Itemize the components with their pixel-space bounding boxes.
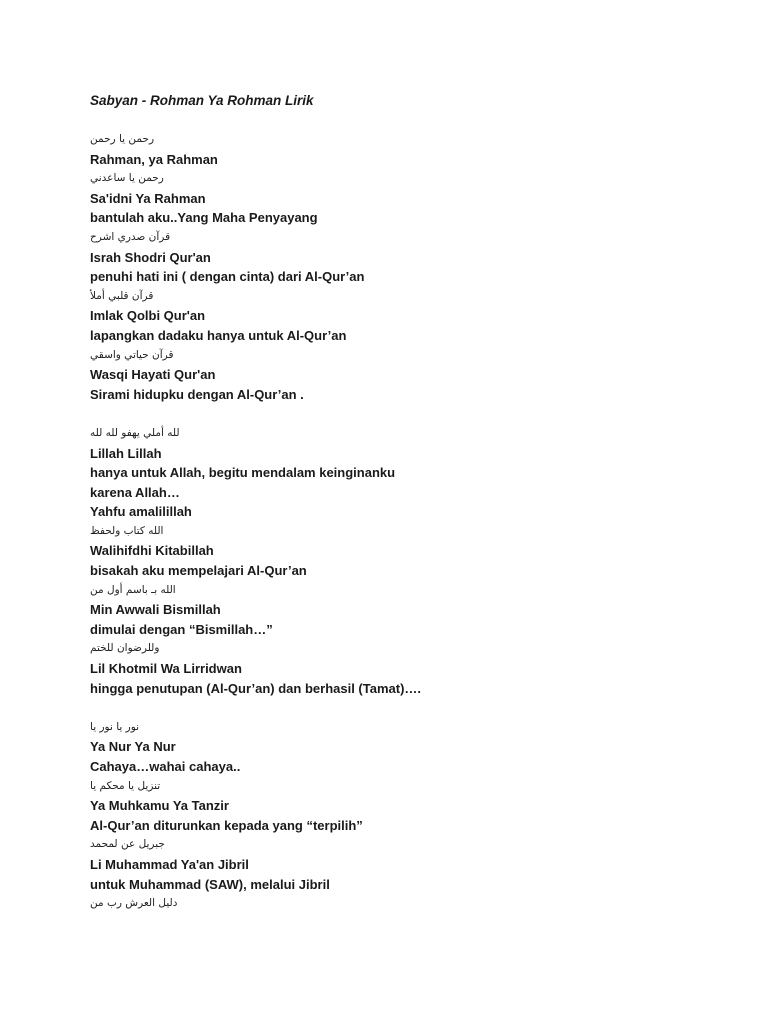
lyric-line: Sirami hidupku dengan Al-Qur’an . xyxy=(90,386,304,402)
lyric-line: hanya untuk Allah, begitu mendalam keinginanku xyxy=(90,465,396,481)
lyric-line: Ya Nur Ya Nur xyxy=(90,739,176,755)
lyric-line: Lillah Lillah xyxy=(90,445,162,461)
lyric-line: bantulah aku..Yang Maha Penyayang xyxy=(90,210,318,226)
lyric-line: Wasqi Hayati Qur'an xyxy=(90,367,216,383)
lyric-line: Rahman, ya Rahman xyxy=(90,151,218,167)
arabic-lyric-line: قرآن حياتي واسقي xyxy=(90,348,174,361)
lyric-line: lapangkan dadaku hanya untuk Al-Qur’an xyxy=(90,327,347,343)
stanza-gap xyxy=(90,404,690,424)
lyric-line: Lil Khotmil Wa Lirridwan xyxy=(90,661,242,677)
lyric-line: Sa'idni Ya Rahman xyxy=(90,190,206,206)
lyric-line: Imlak Qolbi Qur'an xyxy=(90,308,206,324)
arabic-lyric-line: قرآن صدري اشرح xyxy=(90,230,171,243)
lyric-line: penuhi hati ini ( dengan cinta) dari Al-Qur’an xyxy=(90,269,365,285)
lyric-line: Li Muhammad Ya'an Jibril xyxy=(90,856,249,872)
arabic-lyric-line: تنزيل يا محكم يا xyxy=(90,779,161,792)
lyric-line: karena Allah… xyxy=(90,484,180,500)
lyric-line: Min Awwali Bismillah xyxy=(90,602,221,618)
lyric-line: Israh Shodri Qur'an xyxy=(90,249,211,265)
lyrics-body xyxy=(90,130,690,914)
arabic-lyric-line: رحمن يا ساعدني xyxy=(90,172,164,185)
arabic-lyric-line: الله كتاب ولحفظ xyxy=(90,524,164,537)
arabic-lyric-line: الله بـ باسم أول من xyxy=(90,583,176,596)
arabic-lyric-line: رحمن يا رحمن xyxy=(90,133,155,145)
stanza-gap xyxy=(90,698,690,718)
arabic-lyric-line: وللرضوان للختم xyxy=(90,642,160,655)
document-title: Sabyan - Rohman Ya Rohman Lirik xyxy=(90,93,314,108)
lyric-line: hingga penutupan (Al-Qur’an) dan berhasil (Tamat)…. xyxy=(90,680,422,696)
lyric-line: Yahfu amalilillah xyxy=(90,504,192,520)
lyric-line: Ya Muhkamu Ya Tanzir xyxy=(90,798,229,814)
lyric-line: untuk Muhammad (SAW), melalui Jibril xyxy=(90,876,330,892)
arabic-lyric-line: لله أملي يهفو لله لله xyxy=(90,426,180,439)
lyric-line: bisakah aku mempelajari Al-Qur’an xyxy=(90,563,307,579)
lyric-line: Walihifdhi Kitabillah xyxy=(90,543,214,559)
lyric-line: Al-Qur’an diturunkan kepada yang “terpilih” xyxy=(90,817,363,833)
arabic-lyric-line: قرآن قلبي أملأ xyxy=(90,289,154,302)
arabic-lyric-line: دليل العرش رب من xyxy=(90,897,178,910)
lyric-line: Cahaya…wahai cahaya.. xyxy=(90,759,241,774)
lyric-line: dimulai dengan “Bismillah…” xyxy=(90,621,273,637)
arabic-lyric-line: نور يا نور يا xyxy=(90,720,140,733)
arabic-lyric-line: جبريل عن لمحمد xyxy=(90,838,165,851)
